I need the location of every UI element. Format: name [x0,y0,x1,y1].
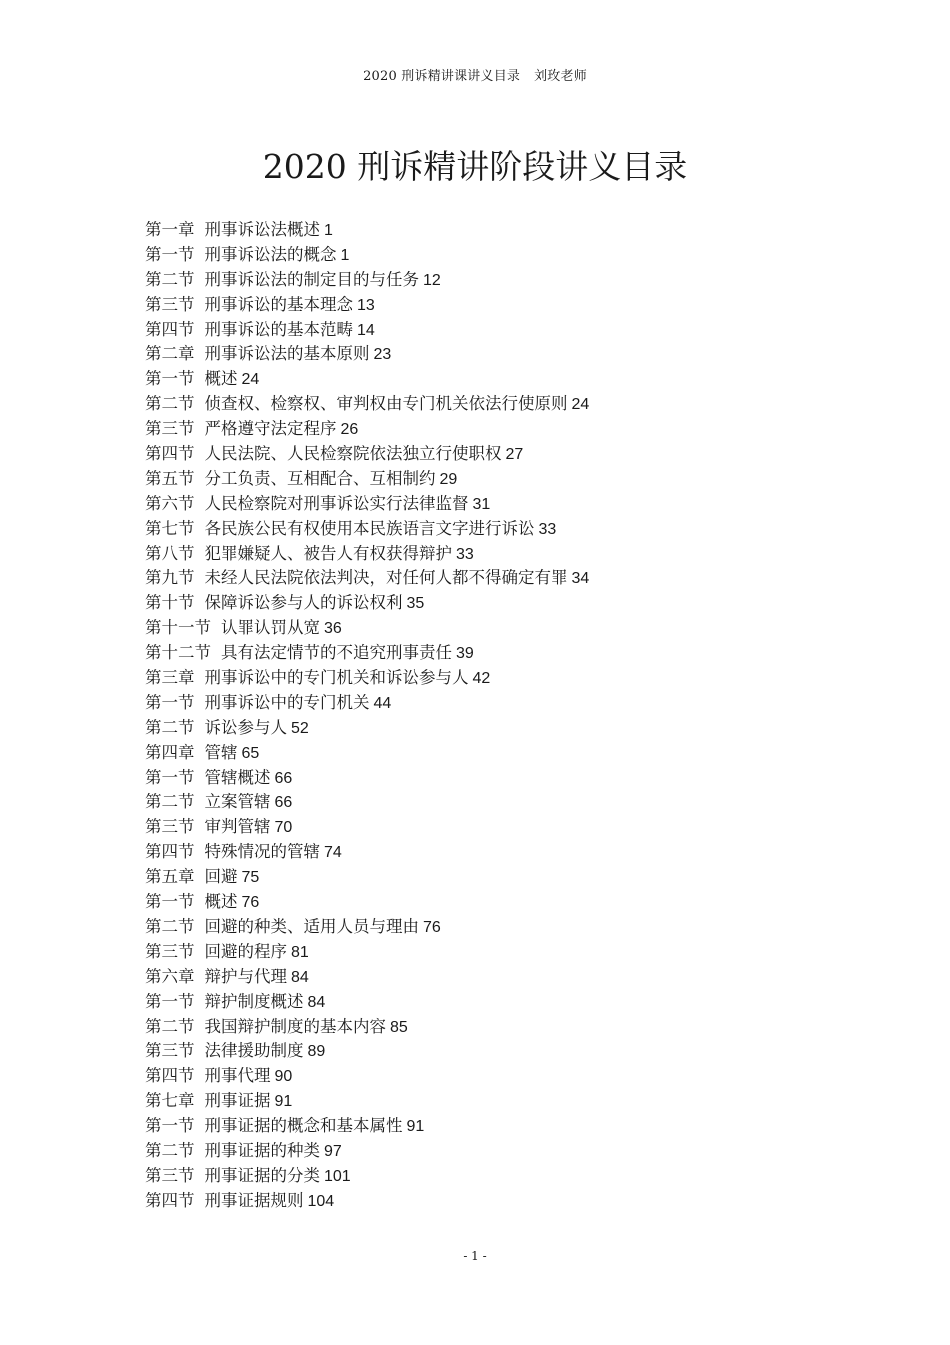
toc-entry-number: 第二节 [145,269,195,289]
toc-entry-title: 概述 [204,892,238,912]
toc-entry[interactable] [145,915,845,940]
toc-entry[interactable] [145,342,845,367]
toc-entry[interactable] [145,367,845,392]
toc-entry-page: 91 [274,1093,293,1111]
page-header [0,68,950,86]
toc-entry-page: 14 [357,321,375,339]
toc-entry-title: 刑事诉讼法的基本原则 [204,344,370,364]
toc-entry[interactable] [145,392,845,417]
toc-entry-title: 管辖概述 [204,767,271,787]
toc-entry-title: 辩护与代理 [204,966,287,986]
toc-entry[interactable] [145,467,845,492]
toc-entry-title: 具有法定情节的不追究刑事责任 [221,643,452,663]
toc-entry-number: 第二节 [145,1140,195,1160]
toc-entry[interactable] [145,691,845,716]
toc-entry-number: 第十二节 [145,643,211,663]
toc-entry-title: 回避的种类、适用人员与理由 [204,916,419,936]
toc-entry-title: 诉讼参与人 [204,717,287,737]
toc-entry-number: 第一节 [145,1116,195,1136]
toc-entry-number: 第四节 [145,319,195,339]
toc-entry-page: 52 [291,719,309,737]
toc-entry-number: 第一节 [145,892,195,912]
toc-entry[interactable] [145,417,845,442]
toc-entry[interactable] [145,641,845,666]
toc-entry-page: 66 [274,794,293,812]
toc-entry-number: 第十一节 [145,618,211,638]
page-number: - 1 - [463,1249,487,1263]
toc-entry-number: 第三节 [145,1165,195,1185]
toc-entry-number: 第六节 [145,493,195,513]
toc-entry-page: 104 [307,1192,335,1210]
toc-entry[interactable] [145,741,845,766]
toc-entry[interactable] [145,218,845,243]
toc-entry-title: 审判管辖 [204,817,271,837]
toc-entry-number: 第二节 [145,792,195,812]
toc-entry-title: 犯罪嫌疑人、被告人有权获得辩护 [204,543,452,563]
toc-entry-number: 第三节 [145,1041,195,1061]
toc-entry-title: 辩护制度概述 [204,991,304,1011]
toc-entry-page: 26 [340,421,359,439]
toc-entry-page: 33 [456,545,474,563]
toc-entry[interactable] [145,293,845,318]
toc-entry[interactable] [145,1139,845,1164]
toc-entry-title: 刑事证据 [204,1091,271,1111]
toc-entry[interactable] [145,766,845,791]
toc-entry-number: 第五章 [145,867,195,887]
toc-entry-number: 第六章 [145,966,195,986]
toc-entry[interactable] [145,716,845,741]
header-title: 2020 刑诉精讲课讲义目录 [363,69,521,84]
toc-entry-title: 未经人民法院依法判决，对任何人都不得确定有罪 [204,568,568,588]
toc-entry-number: 第三节 [145,294,195,314]
toc-entry-number: 第三节 [145,817,195,837]
toc-entry-page: 101 [324,1167,351,1185]
toc-entry[interactable] [145,566,845,591]
toc-entry-number: 第二节 [145,717,195,737]
toc-entry-number: 第一节 [145,767,195,787]
toc-entry-number: 第一节 [145,692,195,712]
toc-entry-title: 分工负责、互相配合、互相制约 [204,468,436,488]
toc-entry[interactable] [145,442,845,467]
toc-entry-title: 刑事证据的种类 [204,1140,320,1160]
toc-entry-title: 回避的程序 [204,941,287,961]
toc-entry-title: 刑事诉讼法的制定目的与任务 [204,269,419,289]
toc-entry-title: 特殊情况的管辖 [204,842,320,862]
toc-entry-title: 保障诉讼参与人的诉讼权利 [204,593,403,613]
toc-entry-number: 第三节 [145,941,195,961]
toc-entry-page: 36 [324,620,342,638]
toc-entry-number: 第五节 [145,468,195,488]
toc-entry-number: 第二节 [145,394,195,414]
toc-entry-title: 刑事证据的分类 [204,1165,320,1185]
toc-entry[interactable] [145,1114,845,1139]
toc-entry-number: 第一节 [145,991,195,1011]
toc-entry-number: 第七节 [145,518,195,538]
toc-entry-number: 第三节 [145,419,195,439]
toc-entry-page: 27 [505,446,524,464]
toc-entry-title: 人民法院、人民检察院依法独立行使职权 [204,444,502,464]
toc-entry[interactable] [145,865,845,890]
toc-entry-page: 65 [241,744,260,762]
toc-entry[interactable] [145,318,845,343]
toc-entry-title: 侦查权、检察权、审判权由专门机关依法行使原则 [204,394,568,414]
toc-entry-page: 91 [406,1118,425,1136]
toc-entry-title: 刑事诉讼的基本理念 [204,294,353,314]
toc-entry-page: 13 [357,296,375,314]
toc-entry-number: 第二节 [145,1016,195,1036]
toc-entry-page: 23 [373,346,392,364]
header-author: 刘玫老师 [534,69,587,84]
toc-entry[interactable] [145,243,845,268]
toc-entry-page: 44 [373,694,392,712]
toc-entry-number: 第一节 [145,244,195,264]
toc-entry[interactable] [145,1164,845,1189]
toc-entry[interactable] [145,1089,845,1114]
toc-entry-number: 第九节 [145,568,195,588]
toc-entry-page: 85 [390,1018,408,1036]
toc-entry-number: 第二节 [145,916,195,936]
toc-entry[interactable] [145,1064,845,1089]
toc-entry[interactable] [145,542,845,567]
toc-entry-title: 认罪认罚从宽 [221,618,320,638]
document-title: 2020 刑诉精讲阶段讲义目录 [262,147,688,186]
toc-entry[interactable] [145,965,845,990]
toc-entry-page: 84 [307,993,326,1011]
toc-entry-number: 第七章 [145,1091,195,1111]
toc-entry-title: 人民检察院对刑事诉讼实行法律监督 [204,493,469,513]
toc-entry-title: 刑事诉讼中的专门机关 [204,692,370,712]
toc-entry[interactable] [145,591,845,616]
toc-entry-page: 24 [241,371,260,389]
toc-entry-title: 刑事证据规则 [204,1190,304,1210]
toc-entry-title: 立案管辖 [204,792,271,812]
toc-entry-number: 第一章 [145,220,195,239]
toc-entry-number: 第四章 [145,742,195,762]
toc-entry-number: 第二章 [145,344,195,364]
toc-entry-page: 66 [274,769,293,787]
toc-entry-page: 24 [571,396,590,414]
toc-entry-page: 33 [538,520,557,538]
toc-entry-number: 第十节 [145,593,195,613]
toc-entry-page: 29 [439,470,458,488]
toc-entry-title: 严格遵守法定程序 [204,419,337,439]
toc-entry-number: 第四节 [145,1066,195,1086]
toc-entry-title: 我国辩护制度的基本内容 [204,1016,386,1036]
toc-entry-title: 回避 [204,867,238,887]
toc-entry[interactable] [145,940,845,965]
toc-entry-number: 第一节 [145,369,195,389]
toc-entry-title: 法律援助制度 [204,1041,304,1061]
toc-entry-title: 各民族公民有权使用本民族语言文字进行诉讼 [204,518,535,538]
toc-entry-page: 76 [423,918,441,936]
toc-entry-number: 第四节 [145,842,195,862]
toc-entry-page: 84 [291,968,309,986]
toc-entry-page: 97 [324,1142,342,1160]
toc-entry-title: 刑事诉讼法概述 [204,220,320,239]
toc-entry-number: 第八节 [145,543,195,563]
toc-entry-title: 刑事代理 [204,1066,271,1086]
toc-entry-page: 35 [406,595,425,613]
toc-entry-number: 第三章 [145,668,195,688]
toc-entry[interactable] [145,1039,845,1064]
toc-entry-page: 75 [241,869,260,887]
toc-entry-page: 74 [324,844,342,862]
toc-entry[interactable] [145,815,845,840]
toc-entry-title: 刑事诉讼的基本范畴 [204,319,353,339]
toc-entry[interactable] [145,1189,845,1214]
toc-entry[interactable] [145,268,845,293]
toc-entry[interactable] [145,1015,845,1040]
toc-entry-page: 42 [472,670,491,688]
toc-entry-number: 第四节 [145,444,195,464]
toc-entry-page: 1 [340,246,350,264]
toc-entry-page: 31 [472,495,491,513]
toc-entry-title: 刑事诉讼中的专门机关和诉讼参与人 [204,668,469,688]
toc-entry-page: 39 [456,645,474,663]
toc-entry[interactable] [145,666,845,691]
toc-entry[interactable] [145,790,845,815]
toc-entry-page: 12 [423,271,441,289]
table-of-contents [145,218,845,1214]
toc-entry-title: 概述 [204,369,238,389]
toc-entry-page: 76 [241,894,260,912]
toc-entry[interactable] [145,616,845,641]
toc-entry[interactable] [145,517,845,542]
toc-entry-title: 刑事诉讼法的概念 [204,244,337,264]
toc-entry-page: 89 [307,1043,326,1061]
toc-entry-page: 70 [274,819,293,837]
toc-entry-title: 刑事证据的概念和基本属性 [204,1116,403,1136]
toc-entry[interactable] [145,890,845,915]
toc-entry-title: 管辖 [204,742,238,762]
toc-entry-page: 81 [291,943,309,961]
toc-entry-number: 第四节 [145,1190,195,1210]
toc-entry-page: 34 [571,570,590,588]
toc-entry[interactable] [145,990,845,1015]
toc-entry[interactable] [145,840,845,865]
toc-entry[interactable] [145,492,845,517]
toc-entry-page: 90 [274,1068,293,1086]
toc-entry-page: 1 [324,222,333,239]
